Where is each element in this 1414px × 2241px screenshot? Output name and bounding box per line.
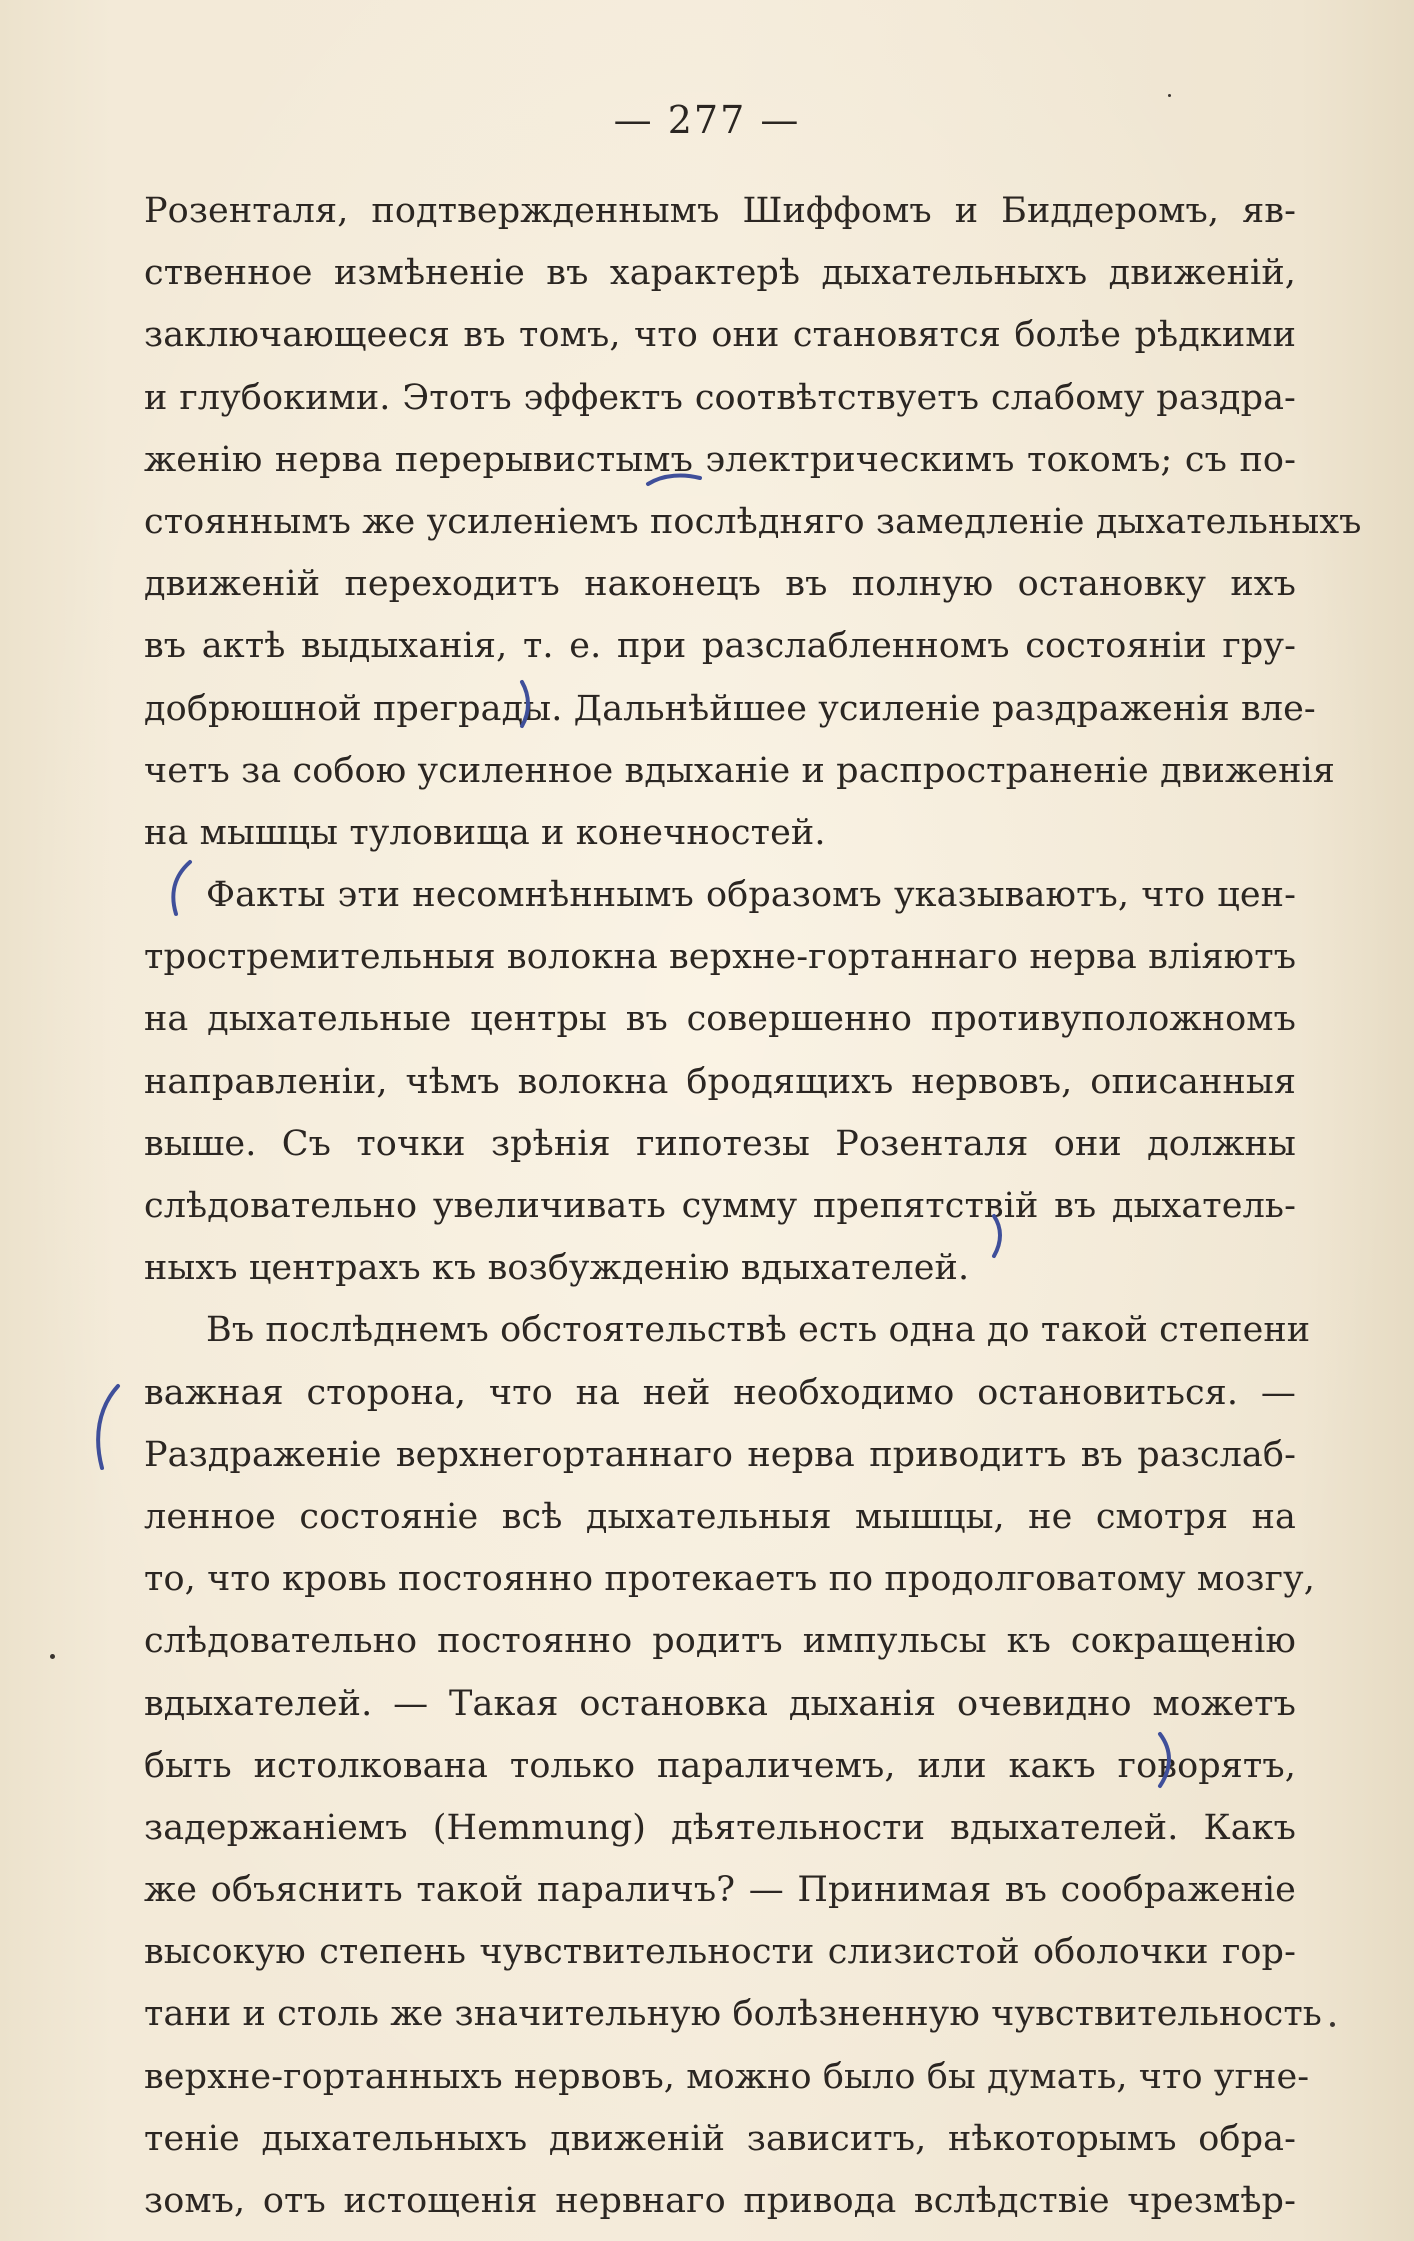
text-line: и глубокими. Этотъ эффектъ соотвѣтствуетъ слабому раздра- [144, 377, 1296, 418]
paragraph-start-line: Въ послѣднемъ обстоятельствѣ есть одна до такой степени [206, 1310, 1311, 1351]
text-line: же объяснить такой параличъ? — Принимая въ соображеніе [144, 1870, 1296, 1911]
text-line: верхне-гортанныхъ нервовъ, можно было бы думать, что угне- [144, 2056, 1310, 2097]
paragraph-end-line: на мышцы туловища и конечностей. [144, 812, 826, 853]
paragraph-end-line: ныхъ центрахъ къ возбужденію вдыхателей. [144, 1248, 970, 1289]
pencil-bracket-icon [986, 1212, 1010, 1260]
text-line: стояннымъ же усиленіемъ послѣдняго замедленіе дыхательныхъ [144, 501, 1362, 542]
page-number: — 277 — [613, 98, 801, 142]
pencil-bracket-icon [1152, 1730, 1180, 1790]
text-line: выше. Съ точки зрѣнія гипотезы Розенталя они должны [144, 1123, 1296, 1164]
pencil-bracket-icon [160, 858, 200, 918]
text-line: ственное измѣненіе въ характерѣ дыхательныхъ движеній, [144, 253, 1296, 294]
text-line: слѣдовательно увеличивать сумму препятствій въ дыхатель- [144, 1186, 1296, 1226]
text-line: быть истолкована только параличемъ, или какъ говорятъ, [144, 1745, 1296, 1786]
text-line: задержаніемъ (Hemmung) дѣятельности вдыхателей. Какъ [144, 1807, 1296, 1848]
text-line: тани и столь же значительную болѣзненную чувствительность [144, 1994, 1322, 2035]
paragraph-start-line: Факты эти несомнѣннымъ образомъ указываютъ, что цен- [206, 875, 1296, 916]
ink-speck-icon [1168, 94, 1171, 97]
text-line: слѣдовательно постоянно родитъ импульсы къ сокращенію [144, 1621, 1296, 1662]
text-line: теніе дыхательныхъ движеній зависитъ, нѣкоторымъ обра- [144, 2118, 1296, 2159]
text-line: на дыхательные центры въ совершенно противуположномъ [144, 999, 1296, 1040]
text-line: движеній переходитъ наконецъ въ полную остановку ихъ [144, 564, 1296, 605]
ink-speck-icon [1330, 2022, 1335, 2027]
text-line: въ актѣ выдыханія, т. е. при разслабленномъ состояніи гру- [144, 626, 1296, 667]
ink-speck-icon [50, 1654, 55, 1659]
pencil-bracket-icon [514, 678, 538, 730]
text-line: женію нерва перерывистымъ электрическимъ токомъ; съ по- [144, 439, 1296, 480]
pencil-stroke-icon [644, 470, 704, 490]
text-line: ленное состояніе всѣ дыхательныя мышцы, не смотря на [144, 1496, 1296, 1537]
text-line: Раздраженіе верхнегортаннаго нерва приводитъ въ разслаб- [144, 1434, 1296, 1475]
text-line: четъ за собою усиленное вдыханіе и распространеніе движенія [144, 750, 1335, 791]
text-line: Розенталя, подтвержденнымъ Шиффомъ и Биддеромъ, яв- [144, 191, 1296, 231]
pencil-bracket-icon [84, 1382, 124, 1472]
text-line: то, что кровь постоянно протекаетъ по продолговатому мозгу, [144, 1559, 1315, 1600]
text-line: добрюшной преграды. Дальнѣйшее усиленіе раздраженія вле- [144, 688, 1316, 729]
text-line: высокую степень чувствительности слизистой оболочки гор- [144, 1932, 1296, 1973]
text-line: заключающееся въ томъ, что они становятся болѣе рѣдкими [144, 315, 1296, 356]
text-line: важная сторона, что на ней необходимо остановиться. — [144, 1372, 1296, 1413]
text-line: тростремительныя волокна верхне-гортаннаго нерва вліяютъ [144, 937, 1297, 978]
text-line: направленіи, чѣмъ волокна бродящихъ нервовъ, описанныя [144, 1061, 1296, 1102]
body-text [144, 180, 1362, 2232]
text-line: зомъ, отъ истощенія нервнаго привода вслѣдствіе чрезмѣр- [144, 2181, 1296, 2221]
text-line: вдыхателей. — Такая остановка дыханія очевидно можетъ [144, 1683, 1296, 1724]
